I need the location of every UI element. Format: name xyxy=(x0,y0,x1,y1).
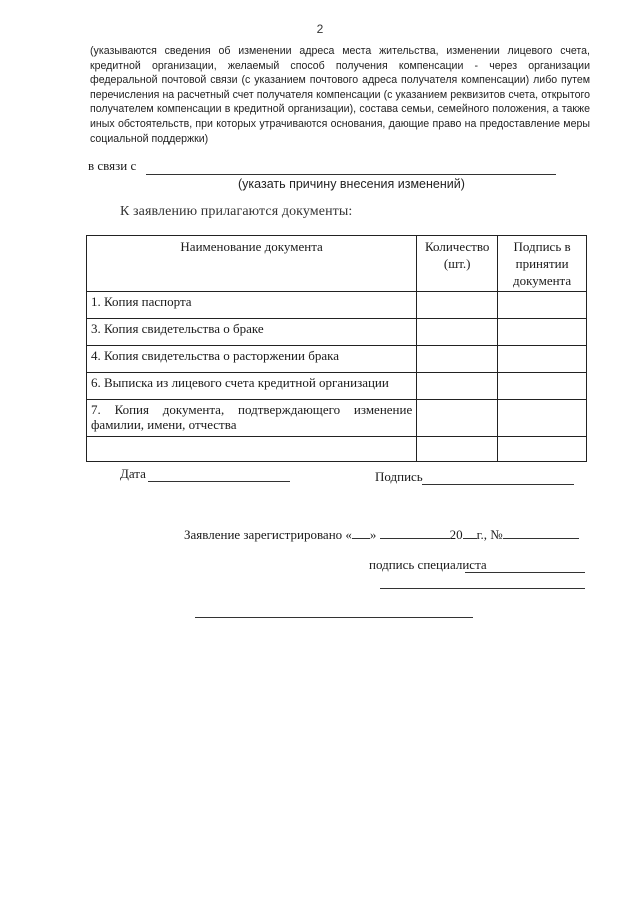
registration-year-field[interactable] xyxy=(463,528,477,539)
signature-cell[interactable] xyxy=(498,292,587,319)
quantity-cell[interactable] xyxy=(417,400,498,437)
reason-label: в связи с xyxy=(88,158,137,173)
document-name-cell: 6. Выписка из лицевого счета кредитной организации xyxy=(87,373,417,400)
document-name-cell: 3. Копия свидетельства о браке xyxy=(87,319,417,346)
signature-cell[interactable] xyxy=(498,400,587,437)
document-name-cell: 4. Копия свидетельства о расторжении брака xyxy=(87,346,417,373)
document-name-cell: 1. Копия паспорта xyxy=(87,292,417,319)
specialist-signature-label: подпись специалиста xyxy=(369,557,487,572)
registration-year-suffix: г., № xyxy=(476,527,503,542)
quantity-cell[interactable] xyxy=(417,292,498,319)
registration-quote-close: » xyxy=(369,527,377,542)
reason-input-line[interactable] xyxy=(146,174,556,175)
table-row xyxy=(87,319,587,346)
registration-day-field[interactable] xyxy=(352,528,370,539)
table-row xyxy=(87,346,587,373)
reason-hint: (указать причину внесения изменений) xyxy=(238,177,465,191)
table-row-empty xyxy=(87,437,587,462)
bottom-signature-line[interactable] xyxy=(195,617,473,618)
table-header-row xyxy=(87,236,587,292)
registration-year-prefix: 20 xyxy=(449,527,463,542)
header-signature: Подпись в принятии документа xyxy=(498,236,587,292)
document-name-cell[interactable] xyxy=(87,437,417,462)
date-input-line[interactable] xyxy=(148,481,290,482)
table-row xyxy=(87,373,587,400)
header-document-name: Наименование документа xyxy=(87,236,417,292)
signature-cell[interactable] xyxy=(498,346,587,373)
registration-line xyxy=(184,527,579,543)
date-label: Дата xyxy=(120,466,146,481)
table-row xyxy=(87,400,587,437)
attachments-heading: К заявлению прилагаются документы: xyxy=(120,204,353,219)
quantity-cell[interactable] xyxy=(417,373,498,400)
documents-table xyxy=(86,235,587,462)
page-number: 2 xyxy=(316,22,324,36)
quantity-cell[interactable] xyxy=(417,346,498,373)
signature-cell[interactable] xyxy=(498,373,587,400)
registration-month-field[interactable] xyxy=(380,528,450,539)
registration-prefix: Заявление зарегистрировано « xyxy=(184,527,352,542)
quantity-cell[interactable] xyxy=(417,319,498,346)
specialist-name-line[interactable] xyxy=(380,588,585,589)
signature-input-line[interactable] xyxy=(422,484,574,485)
header-quantity: Количество (шт.) xyxy=(417,236,498,292)
signature-cell[interactable] xyxy=(498,437,587,462)
instruction-note: (указываются сведения об изменении адреса места жительства, изменении лицевого счета, кредитной организации, желаемый способ получения компенсации - через организации федеральной почтовой связи (с указанием почтового адреса получателя компенсации) либо путем перечисления на расчетный счет получателя компенсации (с указанием реквизитов счета, открытого получателем компенсации в кредитной организации), состава семьи, семейного положения, а также иных обстоятельств, при которых утрачиваются основания, дающие право на предоставление меры социальной поддержки) xyxy=(90,45,590,145)
signature-cell[interactable] xyxy=(498,319,587,346)
document-name-cell: 7. Копия документа, подтверждающего изменение фамилии, имени, отчества xyxy=(87,400,417,437)
specialist-signature-line[interactable] xyxy=(465,572,585,573)
registration-number-field[interactable] xyxy=(503,528,579,539)
table-row xyxy=(87,292,587,319)
signature-label: Подпись xyxy=(375,469,423,484)
quantity-cell[interactable] xyxy=(417,437,498,462)
